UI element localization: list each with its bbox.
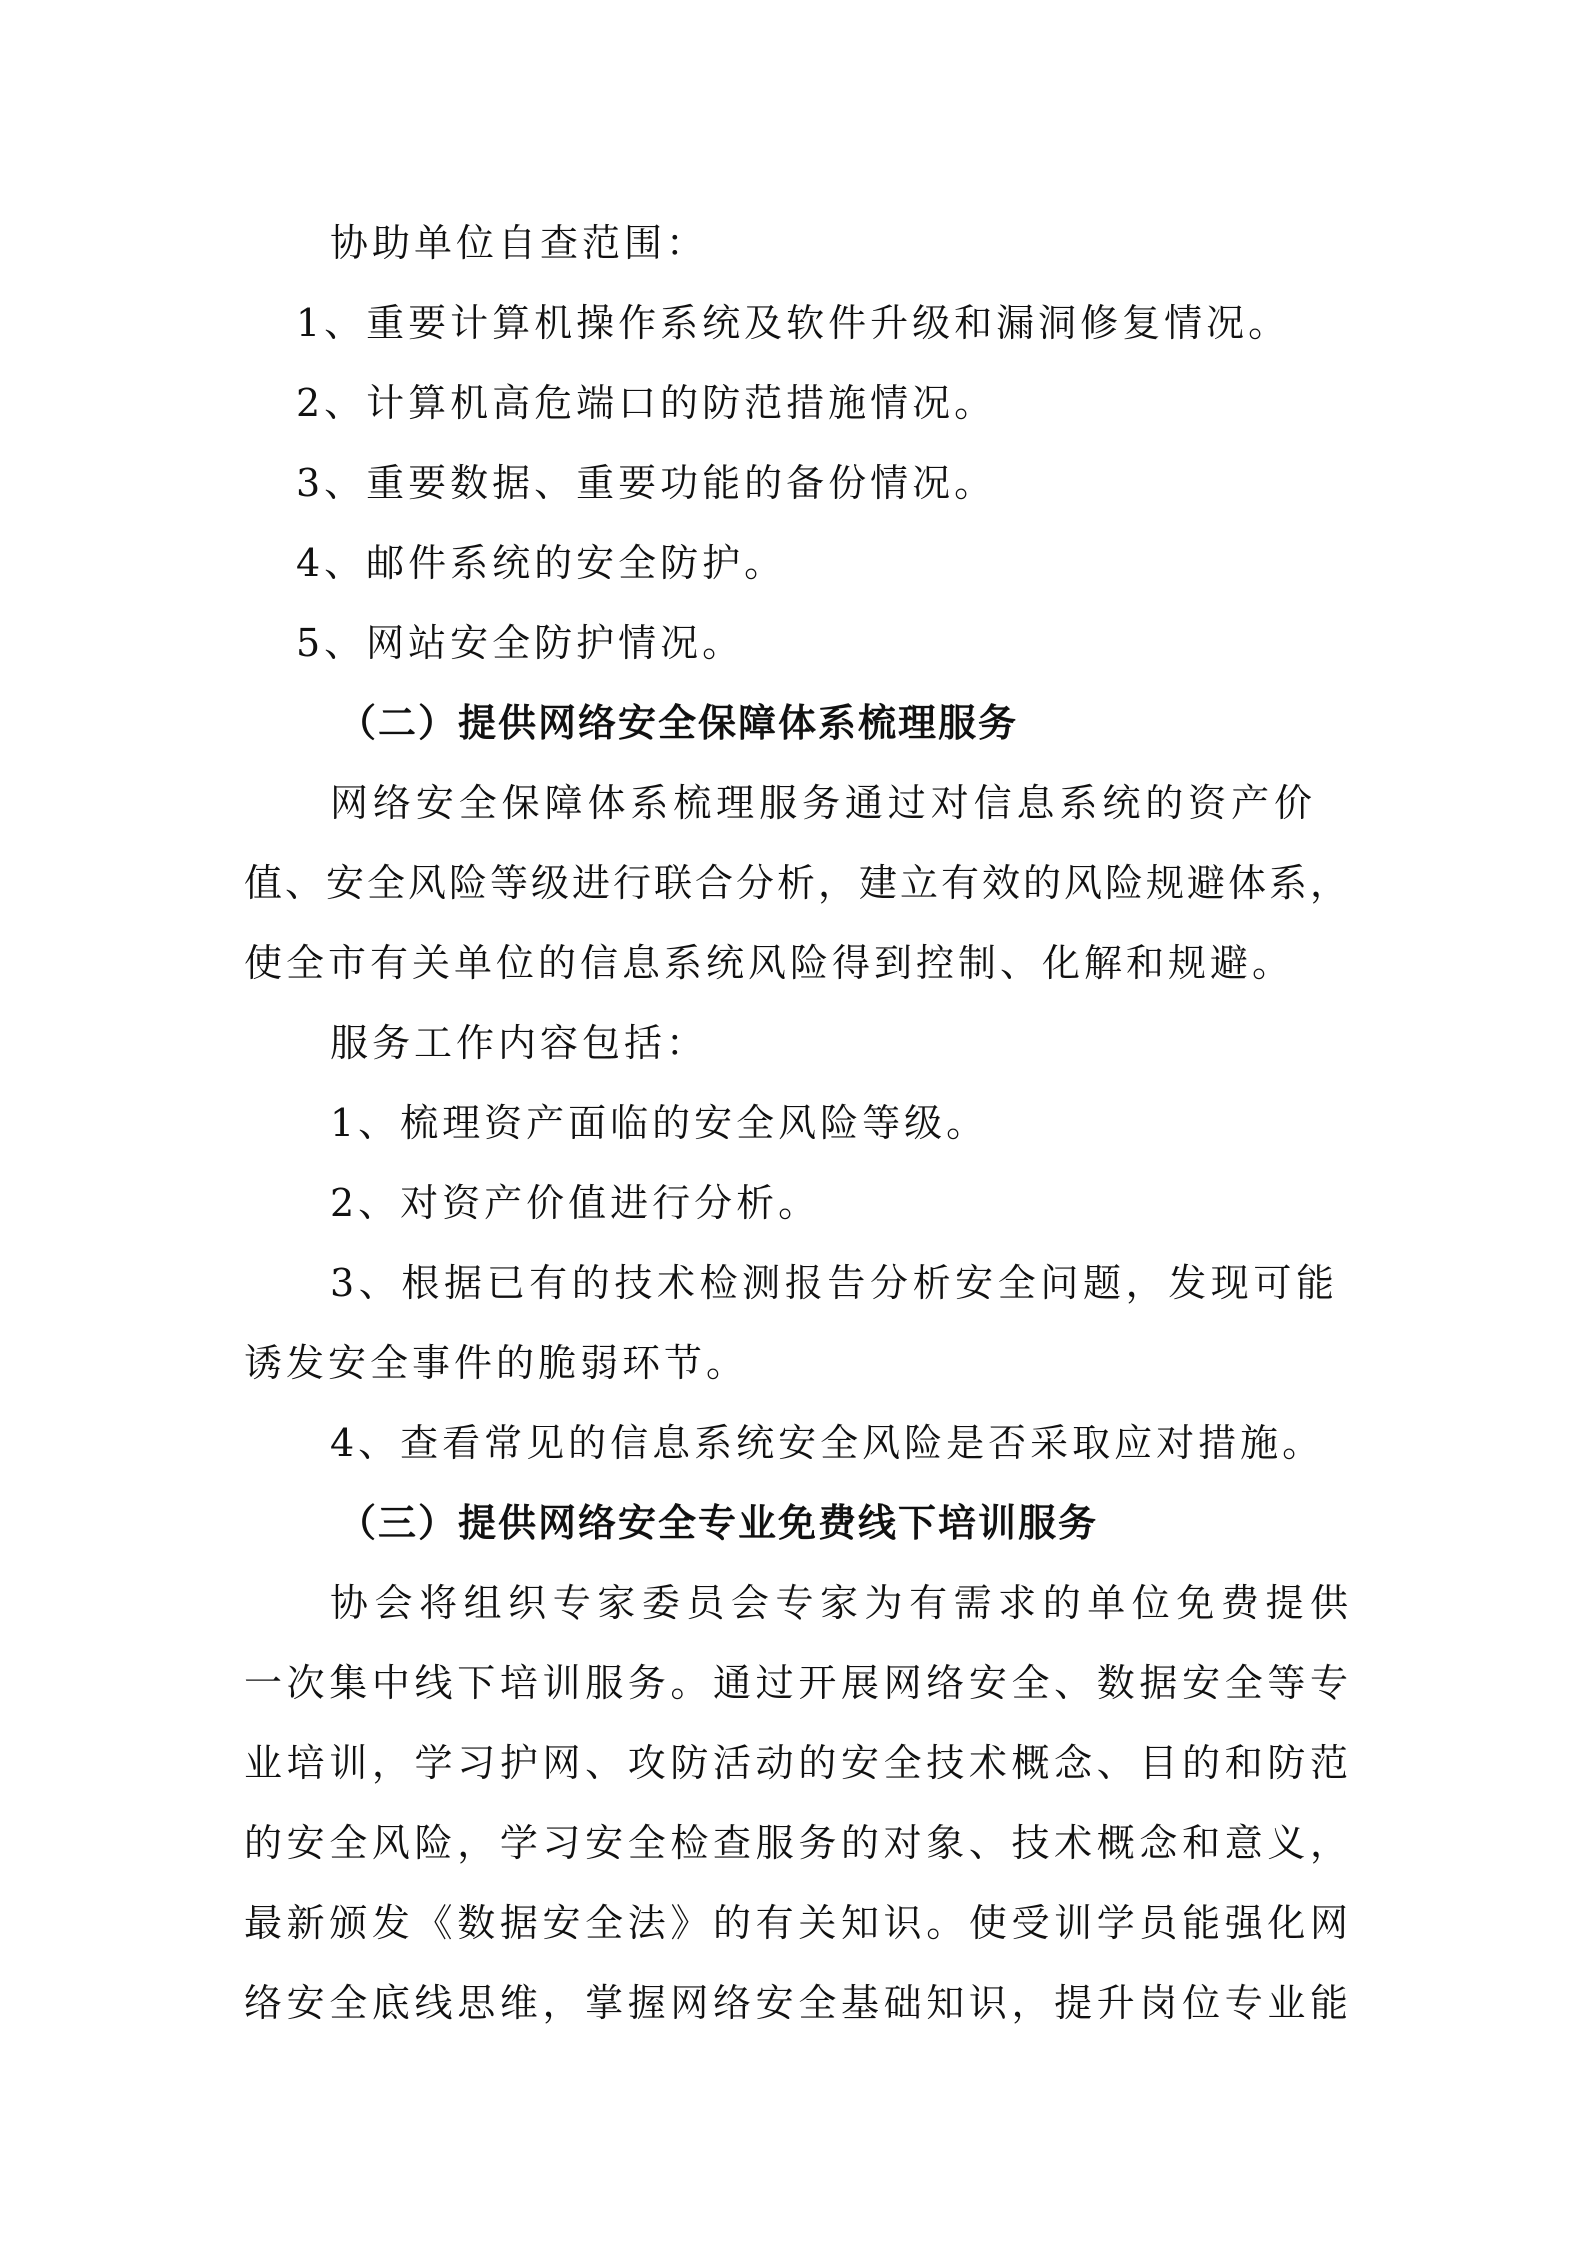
paragraph-line: 协会将组织专家委员会专家为有需求的单位免费提供 (330, 1581, 1348, 1625)
paragraph-line: 络安全底线思维，掌握网络安全基础知识，提升岗位专业能 (244, 1981, 1348, 2025)
self-check-item: 1、重要计算机操作系统及软件升级和漏洞修复情况。 (296, 301, 1291, 345)
self-check-item: 2、计算机高危端口的防范措施情况。 (296, 381, 997, 425)
paragraph-line: 最新颁发《数据安全法》的有关知识。使受训学员能强化网 (244, 1901, 1348, 1945)
content-intro: 服务工作内容包括： (330, 1021, 709, 1065)
self-check-item: 3、重要数据、重要功能的备份情况。 (296, 461, 997, 505)
paragraph-line: 网络安全保障体系梳理服务通过对信息系统的资产价 (330, 781, 1312, 825)
paragraph-line: 的安全风险，学习安全检查服务的对象、技术概念和意义， (244, 1821, 1348, 1865)
self-check-item: 4、邮件系统的安全防护。 (296, 541, 787, 585)
content-item: 1、梳理资产面临的安全风险等级。 (330, 1101, 989, 1145)
self-check-intro: 协助单位自查范围： (330, 221, 709, 265)
paragraph-line: 使全市有关单位的信息系统风险得到控制、化解和规避。 (244, 941, 1295, 985)
paragraph-line: 值、安全风险等级进行联合分析，建立有效的风险规避体系， (244, 861, 1348, 905)
paragraph-line: 一次集中线下培训服务。通过开展网络安全、数据安全等专 (244, 1661, 1348, 1705)
section-heading: （二）提供网络安全保障体系梳理服务 (338, 701, 1019, 745)
content-item: 4、查看常见的信息系统安全风险是否采取应对措施。 (330, 1421, 1325, 1465)
paragraph-line: 业培训，学习护网、攻防活动的安全技术概念、目的和防范 (244, 1741, 1348, 1785)
content-item: 2、对资产价值进行分析。 (330, 1181, 821, 1225)
content-item-continuation: 诱发安全事件的脆弱环节。 (244, 1341, 749, 1385)
self-check-item: 5、网站安全防护情况。 (296, 621, 745, 665)
content-item: 3、根据已有的技术检测报告分析安全问题，发现可能 (330, 1261, 1334, 1305)
section-heading: （三）提供网络安全专业免费线下培训服务 (338, 1501, 1099, 1545)
